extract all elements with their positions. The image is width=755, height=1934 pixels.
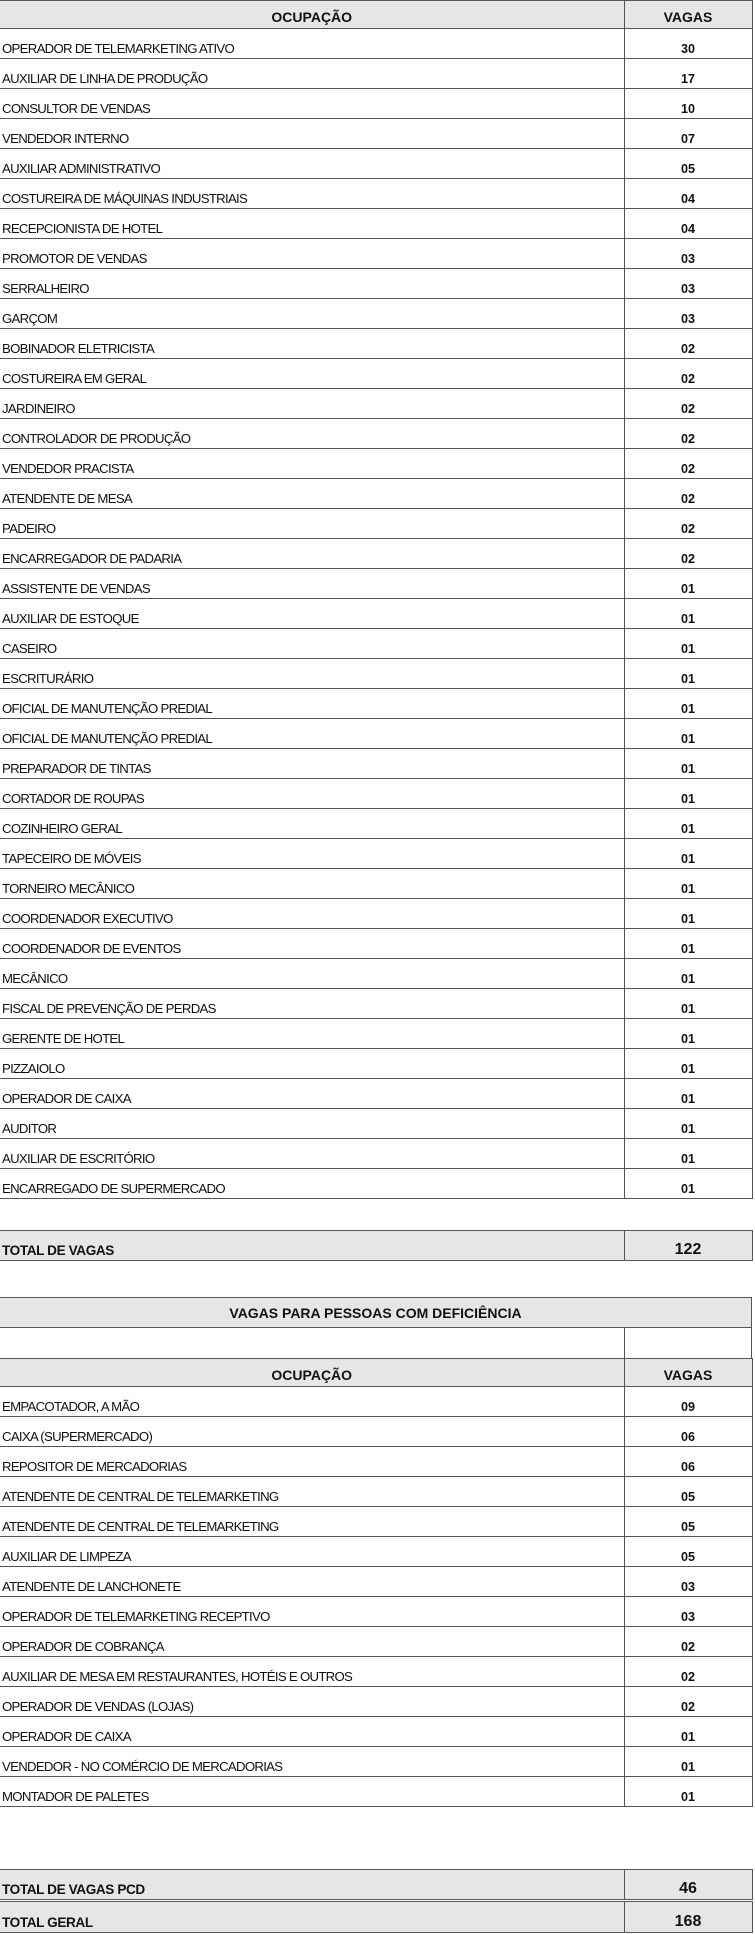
occupation-cell: ATENDENTE DE CENTRAL DE TELEMARKETING — [0, 1477, 624, 1507]
vacancies-cell: 03 — [624, 1597, 752, 1627]
vacancies-cell: 01 — [624, 929, 752, 959]
occupation-cell: OPERADOR DE CAIXA — [0, 1079, 624, 1109]
pcd-vacancies-column-header: VAGAS — [624, 1359, 752, 1387]
occupation-cell: REPOSITOR DE MERCADORIAS — [0, 1447, 624, 1477]
grand-total-row — [0, 1902, 752, 1933]
table-row — [0, 29, 752, 59]
occupation-cell: AUXILIAR DE MESA EM RESTAURANTES, HOTÉIS E OUTROS — [0, 1657, 624, 1687]
vacancies-cell: 01 — [624, 1109, 752, 1139]
occupation-cell: AUXILIAR DE LIMPEZA — [0, 1537, 624, 1567]
table-row — [0, 749, 752, 779]
occupation-cell: VENDEDOR INTERNO — [0, 119, 624, 149]
vacancies-cell: 02 — [624, 329, 752, 359]
pcd-table-row — [0, 1597, 752, 1627]
table-row — [0, 599, 752, 629]
table-row — [0, 1109, 752, 1139]
occupation-cell: ESCRITURÁRIO — [0, 659, 624, 689]
pcd-table-row — [0, 1567, 752, 1597]
occupation-cell: MECÂNICO — [0, 959, 624, 989]
table-header-row — [0, 1, 752, 29]
table-row — [0, 329, 752, 359]
vacancies-cell: 01 — [624, 1717, 752, 1747]
vacancies-cell: 01 — [624, 1079, 752, 1109]
table-row — [0, 149, 752, 179]
occupation-cell: CAIXA (SUPERMERCADO) — [0, 1417, 624, 1447]
occupation-cell: PREPARADOR DE TINTAS — [0, 749, 624, 779]
vacancies-cell: 02 — [624, 359, 752, 389]
vacancies-cell: 02 — [624, 479, 752, 509]
vacancies-cell: 17 — [624, 59, 752, 89]
occupation-cell: AUXILIAR DE ESCRITÓRIO — [0, 1139, 624, 1169]
vacancies-cell: 02 — [624, 1657, 752, 1687]
occupation-cell: AUXILIAR DE ESTOQUE — [0, 599, 624, 629]
vacancies-cell: 05 — [624, 149, 752, 179]
occupation-cell: OFICIAL DE MANUTENÇÃO PREDIAL — [0, 719, 624, 749]
vacancies-cell: 02 — [624, 539, 752, 569]
pcd-table-header-row — [0, 1359, 752, 1387]
occupation-cell: AUDITOR — [0, 1109, 624, 1139]
pcd-table-row — [0, 1447, 752, 1477]
occupation-cell: ATENDENTE DE MESA — [0, 479, 624, 509]
vacancies-cell: 01 — [624, 659, 752, 689]
table-row — [0, 389, 752, 419]
occupation-cell: OPERADOR DE CAIXA — [0, 1717, 624, 1747]
vacancies-cell: 09 — [624, 1387, 752, 1417]
vacancies-cell: 01 — [624, 839, 752, 869]
occupation-cell: CORTADOR DE ROUPAS — [0, 779, 624, 809]
vacancies-cell: 04 — [624, 179, 752, 209]
vacancies-cell: 03 — [624, 299, 752, 329]
vacancies-cell: 01 — [624, 809, 752, 839]
pcd-table-row — [0, 1507, 752, 1537]
pcd-table-row — [0, 1417, 752, 1447]
occupation-cell: OPERADOR DE VENDAS (LOJAS) — [0, 1687, 624, 1717]
occupation-cell: ATENDENTE DE LANCHONETE — [0, 1567, 624, 1597]
occupation-cell: ENCARREGADO DE SUPERMERCADO — [0, 1169, 624, 1199]
table-row — [0, 209, 752, 239]
pcd-table-row — [0, 1387, 752, 1417]
vacancies-cell: 01 — [624, 629, 752, 659]
occupation-cell: GARÇOM — [0, 299, 624, 329]
occupation-cell: PIZZAIOLO — [0, 1049, 624, 1079]
table-row — [0, 269, 752, 299]
occupation-cell: COZINHEIRO GERAL — [0, 809, 624, 839]
grand-total-table — [0, 1901, 753, 1933]
occupation-cell: OPERADOR DE COBRANÇA — [0, 1627, 624, 1657]
table-row — [0, 449, 752, 479]
occupation-cell: JARDINEIRO — [0, 389, 624, 419]
vacancies-cell: 01 — [624, 1777, 752, 1807]
vacancies-cell: 30 — [624, 29, 752, 59]
vacancies-cell: 01 — [624, 599, 752, 629]
occupation-cell: COSTUREIRA DE MÁQUINAS INDUSTRIAIS — [0, 179, 624, 209]
table-row — [0, 629, 752, 659]
pcd-table-row — [0, 1537, 752, 1567]
occupation-cell: TORNEIRO MECÂNICO — [0, 869, 624, 899]
table-row — [0, 89, 752, 119]
vacancies-cell: 03 — [624, 1567, 752, 1597]
vacancies-cell: 07 — [624, 119, 752, 149]
vacancies-cell: 02 — [624, 449, 752, 479]
vacancies-cell: 01 — [624, 959, 752, 989]
vacancies-cell: 05 — [624, 1507, 752, 1537]
vacancies-cell: 02 — [624, 1687, 752, 1717]
vacancies-cell: 01 — [624, 779, 752, 809]
table-row — [0, 719, 752, 749]
pcd-table-row — [0, 1717, 752, 1747]
table-row — [0, 1169, 752, 1199]
occupation-cell: VENDEDOR - NO COMÉRCIO DE MERCADORIAS — [0, 1747, 624, 1777]
pcd-table-row — [0, 1777, 752, 1807]
occupation-cell: RECEPCIONISTA DE HOTEL — [0, 209, 624, 239]
occupation-cell: ENCARREGADOR DE PADARIA — [0, 539, 624, 569]
pcd-table-row — [0, 1627, 752, 1657]
table-row — [0, 419, 752, 449]
total-vacancies-row — [0, 1231, 752, 1261]
table-row — [0, 959, 752, 989]
vacancies-cell: 01 — [624, 1747, 752, 1777]
occupation-cell: OPERADOR DE TELEMARKETING RECEPTIVO — [0, 1597, 624, 1627]
vacancies-cell: 01 — [624, 569, 752, 599]
vacancies-cell: 02 — [624, 1627, 752, 1657]
table-row — [0, 119, 752, 149]
table-row — [0, 1079, 752, 1109]
vacancies-cell: 06 — [624, 1447, 752, 1477]
table-row — [0, 59, 752, 89]
occupation-cell: GERENTE DE HOTEL — [0, 1019, 624, 1049]
pcd-table-row — [0, 1747, 752, 1777]
pcd-section-title: VAGAS PARA PESSOAS COM DEFICIÊNCIA — [0, 1297, 752, 1328]
occupation-cell: SERRALHEIRO — [0, 269, 624, 299]
occupation-cell: AUXILIAR DE LINHA DE PRODUÇÃO — [0, 59, 624, 89]
total-vacancies-label: TOTAL DE VAGAS — [0, 1231, 624, 1261]
grand-total-value: 168 — [624, 1902, 752, 1933]
occupation-cell: PADEIRO — [0, 509, 624, 539]
table-row — [0, 299, 752, 329]
table-row — [0, 989, 752, 1019]
vacancies-cell: 06 — [624, 1417, 752, 1447]
total-pcd-row — [0, 1870, 752, 1900]
table-row — [0, 1049, 752, 1079]
total-vacancies-table — [0, 1230, 753, 1261]
table-row — [0, 899, 752, 929]
occupation-cell: OFICIAL DE MANUTENÇÃO PREDIAL — [0, 689, 624, 719]
occupation-cell: COORDENADOR EXECUTIVO — [0, 899, 624, 929]
total-pcd-value: 46 — [624, 1870, 752, 1900]
table-row — [0, 239, 752, 269]
vacancies-cell: 10 — [624, 89, 752, 119]
table-row — [0, 689, 752, 719]
vacancies-cell: 01 — [624, 719, 752, 749]
vacancies-cell: 01 — [624, 899, 752, 929]
occupation-cell: BOBINADOR ELETRICISTA — [0, 329, 624, 359]
occupation-cell: EMPACOTADOR, A MÃO — [0, 1387, 624, 1417]
table-row — [0, 809, 752, 839]
vacancies-column-header: VAGAS — [624, 1, 752, 29]
vacancies-cell: 02 — [624, 419, 752, 449]
pcd-vacancies-table — [0, 1358, 753, 1807]
table-row — [0, 659, 752, 689]
vacancies-cell: 01 — [624, 1139, 752, 1169]
occupation-cell: CONTROLADOR DE PRODUÇÃO — [0, 419, 624, 449]
occupation-cell: COSTUREIRA EM GERAL — [0, 359, 624, 389]
occupation-cell: MONTADOR DE PALETES — [0, 1777, 624, 1807]
occupation-cell: OPERADOR DE TELEMARKETING ATIVO — [0, 29, 624, 59]
vacancies-cell: 03 — [624, 269, 752, 299]
vacancies-cell: 05 — [624, 1477, 752, 1507]
vacancies-cell: 05 — [624, 1537, 752, 1567]
occupation-cell: ATENDENTE DE CENTRAL DE TELEMARKETING — [0, 1507, 624, 1537]
pcd-occupation-column-header: OCUPAÇÃO — [0, 1359, 624, 1387]
table-row — [0, 479, 752, 509]
table-row — [0, 1139, 752, 1169]
vacancies-cell: 01 — [624, 989, 752, 1019]
vacancies-cell: 01 — [624, 689, 752, 719]
total-pcd-table — [0, 1869, 753, 1900]
vacancies-cell: 02 — [624, 389, 752, 419]
occupation-cell: CONSULTOR DE VENDAS — [0, 89, 624, 119]
table-row — [0, 539, 752, 569]
occupation-column-header: OCUPAÇÃO — [0, 1, 624, 29]
table-row — [0, 779, 752, 809]
table-row — [0, 569, 752, 599]
occupation-cell: AUXILIAR ADMINISTRATIVO — [0, 149, 624, 179]
vacancies-cell: 01 — [624, 1019, 752, 1049]
vacancies-cell: 01 — [624, 749, 752, 779]
occupation-cell: FISCAL DE PREVENÇÃO DE PERDAS — [0, 989, 624, 1019]
table-row — [0, 179, 752, 209]
occupation-cell: COORDENADOR DE EVENTOS — [0, 929, 624, 959]
table-row — [0, 359, 752, 389]
occupation-cell: CASEIRO — [0, 629, 624, 659]
total-vacancies-value: 122 — [624, 1231, 752, 1261]
vacancies-cell: 03 — [624, 239, 752, 269]
total-pcd-label: TOTAL DE VAGAS PCD — [0, 1870, 624, 1900]
vacancies-cell: 01 — [624, 869, 752, 899]
occupation-cell: VENDEDOR PRACISTA — [0, 449, 624, 479]
table-row — [0, 839, 752, 869]
pcd-title-gap — [624, 1328, 752, 1358]
table-row — [0, 1019, 752, 1049]
table-row — [0, 869, 752, 899]
occupation-cell: ASSISTENTE DE VENDAS — [0, 569, 624, 599]
pcd-table-row — [0, 1687, 752, 1717]
vacancies-cell: 02 — [624, 509, 752, 539]
table-row — [0, 929, 752, 959]
table-row — [0, 509, 752, 539]
occupation-cell: PROMOTOR DE VENDAS — [0, 239, 624, 269]
occupation-cell: TAPECEIRO DE MÓVEIS — [0, 839, 624, 869]
vacancies-cell: 04 — [624, 209, 752, 239]
vacancies-cell: 01 — [624, 1169, 752, 1199]
vacancies-cell: 01 — [624, 1049, 752, 1079]
pcd-table-row — [0, 1477, 752, 1507]
pcd-table-row — [0, 1657, 752, 1687]
grand-total-label: TOTAL GERAL — [0, 1902, 624, 1933]
